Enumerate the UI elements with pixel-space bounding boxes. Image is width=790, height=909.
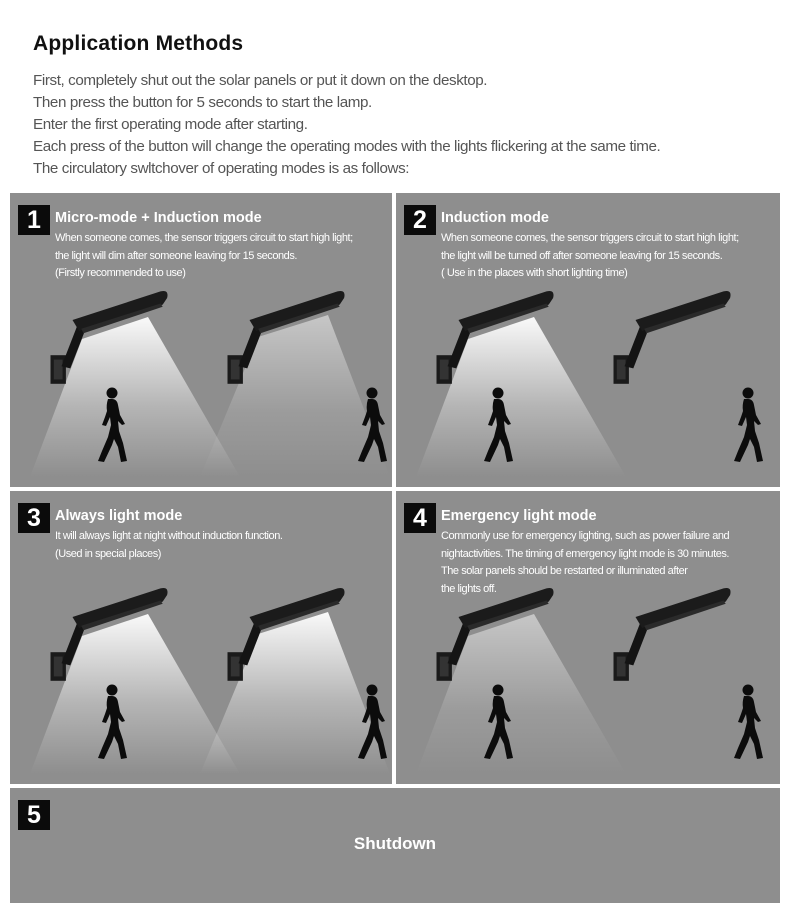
mode-panel-3 bbox=[10, 491, 392, 784]
mode-description-line: ( Use in the places with short lighting time) bbox=[441, 267, 628, 279]
mode-description-line: the lights off. bbox=[441, 582, 497, 595]
intro-line: First, completely shut out the solar panels or put it down on the desktop. bbox=[33, 72, 488, 89]
intro-line: Each press of the button will change the operating modes with the lights flickering at the same time. bbox=[33, 138, 661, 155]
mode-description-line: nightactivities. The timing of emergency light mode is 30 minutes. bbox=[441, 547, 730, 560]
solar-street-lamp-icon bbox=[614, 588, 731, 681]
mode-title: Always light mode bbox=[55, 508, 183, 524]
walking-person-icon bbox=[734, 388, 763, 463]
mode-number-badge: 5 bbox=[18, 800, 50, 830]
light-beam-icon bbox=[416, 614, 626, 774]
mode-description-line: When someone comes, the sensor triggers circuit to start high light; bbox=[55, 232, 353, 244]
mode-number-badge: 1 bbox=[18, 205, 50, 235]
mode-description-line: When someone comes, the sensor triggers circuit to start high light; bbox=[441, 232, 739, 244]
mode-description-line: Commonly use for emergency lighting, such as power failure and bbox=[441, 530, 730, 542]
light-beam-icon bbox=[416, 317, 626, 477]
mode-description-line: (Firstly recommended to use) bbox=[55, 267, 186, 279]
walking-person-icon bbox=[734, 685, 763, 760]
mode-title: Induction mode bbox=[441, 210, 549, 226]
mode-number-badge: 4 bbox=[404, 503, 436, 533]
solar-street-lamp-icon bbox=[614, 291, 731, 384]
intro-line: Enter the first operating mode after starting. bbox=[33, 116, 308, 133]
light-beam-icon bbox=[30, 614, 240, 774]
mode-description-line: the light will dim after someone leaving for 15 seconds. bbox=[55, 249, 297, 262]
mode-title: Emergency light mode bbox=[441, 508, 597, 524]
intro-text bbox=[33, 70, 773, 180]
lamp-scene-illustration bbox=[396, 584, 778, 784]
mode-description bbox=[441, 230, 776, 283]
mode-description bbox=[55, 528, 390, 563]
mode-description bbox=[55, 230, 390, 283]
lamp-scene-illustration bbox=[396, 287, 778, 487]
mode-number-badge: 3 bbox=[18, 503, 50, 533]
mode-number-badge: 2 bbox=[404, 205, 436, 235]
page-title: Application Methods bbox=[33, 32, 244, 55]
lamp-scene-illustration bbox=[10, 287, 392, 487]
mode-panel-2 bbox=[396, 193, 780, 487]
lamp-scene-illustration bbox=[10, 584, 392, 784]
intro-line: Then press the button for 5 seconds to start the lamp. bbox=[33, 94, 372, 111]
mode-description-line: (Used in special places) bbox=[55, 547, 161, 560]
mode-description-line: The solar panels should be restarted or illuminated after bbox=[441, 565, 688, 577]
mode-description-line: the light will be turned off after someone leaving for 15 seconds. bbox=[441, 249, 723, 262]
light-beam-icon bbox=[30, 317, 240, 477]
mode-panel-1 bbox=[10, 193, 392, 487]
mode-panel-5 bbox=[10, 788, 780, 903]
mode-description-line: It will always light at night without induction function. bbox=[55, 530, 283, 542]
mode-panel-4 bbox=[396, 491, 780, 784]
mode-title: Micro-mode + Induction mode bbox=[55, 210, 262, 226]
shutdown-label: Shutdown bbox=[353, 834, 437, 853]
intro-line: The circulatory swltchover of operating modes is as follows: bbox=[33, 160, 410, 177]
